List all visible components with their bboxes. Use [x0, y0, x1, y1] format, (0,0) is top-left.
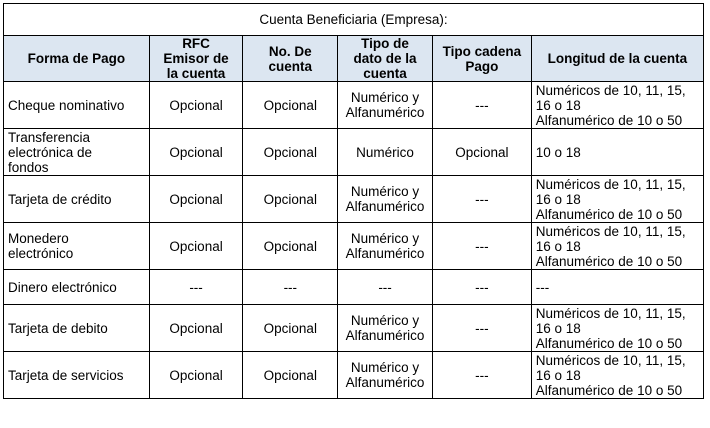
cell-line: electrónica de [8, 144, 93, 160]
cell-line: 16 o 18 [535, 238, 581, 254]
cell-line: Alfanumérico de 10 o 50 [535, 206, 683, 222]
cell-line: Numéricos de 10, 11, 15, [535, 305, 686, 321]
title-row [4, 4, 704, 36]
longitud-cell [531, 223, 703, 270]
cell-line: Numéricos de 10, 11, 15, [535, 223, 686, 239]
header-line: Tipo cadena [442, 43, 522, 59]
rfc-cell: Opcional [149, 176, 243, 223]
header-line: la cuenta [166, 66, 226, 81]
header-line: cuenta [268, 58, 313, 74]
no-de-cuenta-cell: --- [243, 270, 338, 305]
longitud-cell [531, 129, 703, 176]
forma-de-pago-cell [4, 270, 150, 305]
forma-de-pago-cell [4, 223, 150, 270]
cell-line: Numéricos de 10, 11, 15, [535, 352, 686, 368]
cell-line: Cheque nominativo [8, 97, 125, 113]
cuenta-beneficiaria-table [3, 3, 704, 399]
tipo-de-dato-cell [338, 176, 433, 223]
cell-line: Numérico y [350, 90, 420, 105]
tipo-cadena-cell: --- [432, 305, 531, 352]
cell-line: 16 o 18 [535, 97, 581, 113]
no-de-cuenta-cell: Opcional [243, 82, 338, 129]
header-longitud-cuenta [531, 36, 703, 82]
cell-line: fondos [8, 159, 49, 175]
tipo-cadena-cell: --- [432, 82, 531, 129]
rfc-cell: --- [149, 270, 243, 305]
tipo-de-dato-cell [338, 223, 433, 270]
cell-line: Alfanumérico de 10 o 50 [535, 253, 683, 269]
rfc-cell: Opcional [149, 305, 243, 352]
header-row [4, 36, 704, 82]
cell-line: 16 o 18 [535, 367, 581, 383]
no-de-cuenta-cell: Opcional [243, 223, 338, 270]
forma-de-pago-cell [4, 305, 150, 352]
table-row [4, 270, 704, 305]
cell-line: Alfanumérico de 10 o 50 [535, 112, 683, 128]
table-row [4, 352, 704, 399]
header-line: Forma de Pago [27, 51, 126, 66]
header-line: Pago [465, 58, 499, 74]
cell-line: Numérico y [350, 231, 420, 246]
forma-de-pago-cell [4, 82, 150, 129]
cell-line: Alfanumérico de 10 o 50 [535, 382, 683, 398]
longitud-cell [531, 352, 703, 399]
cell-line: Dinero electrónico [8, 279, 117, 295]
table-row [4, 223, 704, 270]
longitud-cell [531, 82, 703, 129]
cell-line: Alfanumérico [345, 375, 425, 390]
header-line: Longitud de la cuenta [547, 51, 688, 66]
cell-line: Alfanumérico [345, 199, 425, 214]
tipo-cadena-cell: --- [432, 352, 531, 399]
header-line: Tipo de [361, 36, 409, 51]
rfc-cell: Opcional [149, 129, 243, 176]
forma-de-pago-cell [4, 176, 150, 223]
cell-line: Numéricos de 10, 11, 15, [535, 82, 686, 98]
cell-line: 16 o 18 [535, 191, 581, 207]
tipo-de-dato-cell [338, 305, 433, 352]
cell-line: --- [378, 279, 392, 295]
cell-line: Tarjeta de debito [8, 320, 108, 336]
header-line: dato de la [353, 51, 417, 66]
cell-line: Numérico y [350, 313, 420, 328]
tipo-cadena-cell: --- [432, 270, 531, 305]
cell-line: 10 o 18 [535, 144, 581, 160]
cell-line: Tarjeta de crédito [8, 191, 112, 207]
header-rfc-emisor [149, 36, 243, 82]
no-de-cuenta-cell: Opcional [243, 305, 338, 352]
cell-line: Numérico y [350, 184, 420, 199]
tipo-de-dato-cell [338, 270, 433, 305]
no-de-cuenta-cell: Opcional [243, 352, 338, 399]
cell-line: Alfanumérico de 10 o 50 [535, 335, 683, 351]
header-tipo-de-dato [338, 36, 433, 82]
rfc-cell: Opcional [149, 352, 243, 399]
forma-de-pago-cell [4, 129, 150, 176]
cell-line: Alfanumérico [345, 328, 425, 343]
table-title: Cuenta Beneficiaria (Empresa): [4, 4, 704, 36]
cell-line: Numérico [356, 144, 414, 160]
longitud-cell [531, 305, 703, 352]
rfc-cell: Opcional [149, 223, 243, 270]
cell-line: electrónico [8, 246, 74, 261]
cell-line: --- [535, 279, 550, 295]
tipo-cadena-cell: --- [432, 176, 531, 223]
header-forma-de-pago [4, 36, 150, 82]
rfc-cell: Opcional [149, 82, 243, 129]
cell-line: Transferencia [8, 129, 91, 145]
header-no-de-cuenta [243, 36, 338, 82]
cell-line: Alfanumérico [345, 105, 425, 120]
tipo-de-dato-cell [338, 129, 433, 176]
cell-line: Tarjeta de servicios [8, 367, 124, 383]
tipo-de-dato-cell [338, 352, 433, 399]
table-row [4, 129, 704, 176]
tipo-cadena-cell: Opcional [432, 129, 531, 176]
no-de-cuenta-cell: Opcional [243, 129, 338, 176]
header-line: RFC [182, 36, 210, 51]
no-de-cuenta-cell: Opcional [243, 176, 338, 223]
forma-de-pago-cell [4, 352, 150, 399]
header-tipo-cadena-pago [432, 36, 531, 82]
cell-line: 16 o 18 [535, 320, 581, 336]
header-line: No. De [268, 43, 312, 59]
longitud-cell [531, 176, 703, 223]
cell-line: Numérico y [350, 360, 420, 375]
table-row [4, 176, 704, 223]
table-body [4, 4, 704, 399]
longitud-cell [531, 270, 703, 305]
tipo-de-dato-cell [338, 82, 433, 129]
tipo-cadena-cell: --- [432, 223, 531, 270]
cell-line: Numéricos de 10, 11, 15, [535, 176, 686, 192]
table-row [4, 82, 704, 129]
cell-line: Alfanumérico [345, 246, 425, 261]
header-line: Emisor de [163, 51, 229, 66]
header-line: cuenta [363, 66, 407, 81]
table-row [4, 305, 704, 352]
cell-line: Monedero [8, 231, 69, 246]
